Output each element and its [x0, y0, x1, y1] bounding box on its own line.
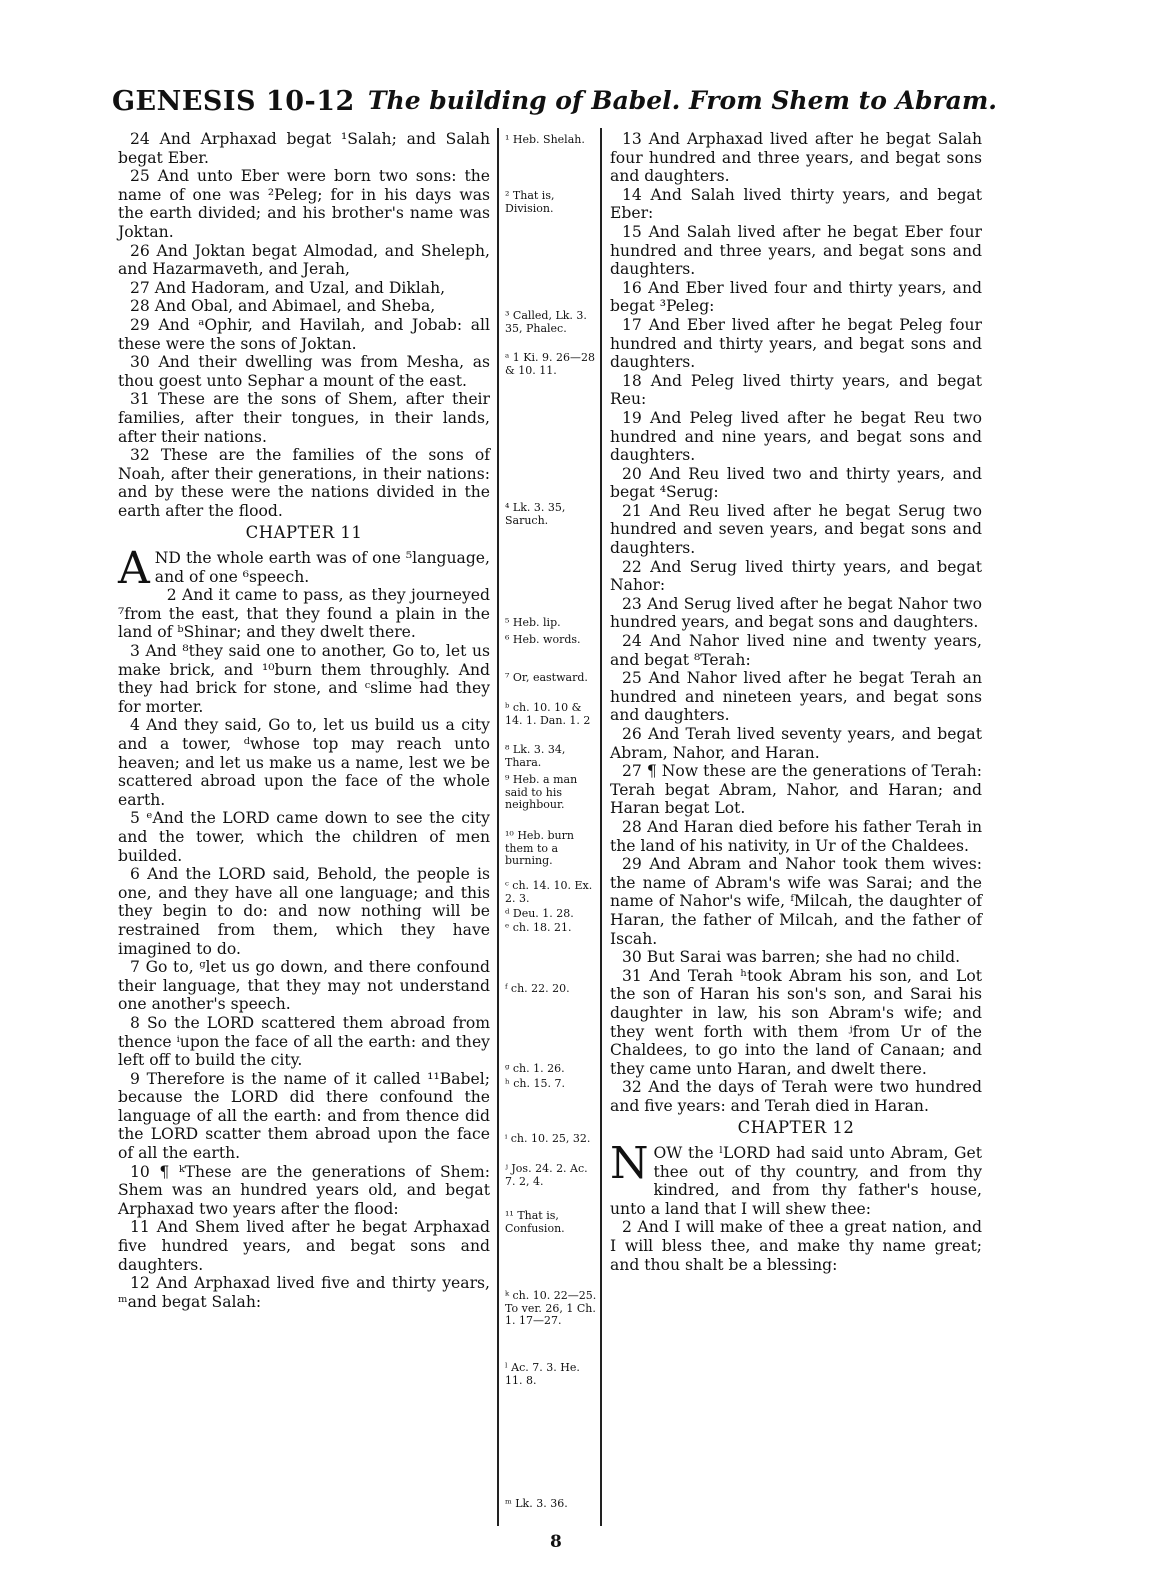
margin-note: ⁱ ch. 10. 25, 32. [505, 1132, 591, 1145]
verse-10-27: 27 And Hadoram, and Uzal, and Diklah, [130, 278, 446, 297]
verse-10-26: 26 And Joktan begat Almodad, and Sheleph, and Hazarmaveth, and Jerah, [118, 241, 490, 279]
running-header-topic: The building of Babel. From Shem to Abram. [367, 86, 997, 115]
running-header-book: GENESIS 10-12 [112, 86, 355, 117]
margin-note: ᵃ 1 Ki. 9. 26—28 & 10. 11. [505, 351, 595, 377]
verse-11-27: 27 ¶ Now these are the generations of Terah: Terah begat Abram, Nahor, and Haran; and Haran begat Lot. [610, 762, 982, 818]
verse-11-19: 19 And Peleg lived after he begat Reu two hundred and nine years, and begat sons and daughters. [610, 408, 982, 465]
verse-11-8: 8 So the LORD scattered them abroad from thence ⁱupon the face of all the earth: and they left off to build the city. [118, 1013, 490, 1070]
verse-11-21: 21 And Reu lived after he begat Serug two hundred and seven years, and begat sons and daughters. [610, 501, 982, 558]
margin-note: ᶠ ch. 22. 20. [505, 982, 570, 995]
verse-12-2: 2 And I will make of thee a great nation, and I will bless thee, and make thy name great; and thou shalt be a blessing: [610, 1218, 982, 1274]
chapter-12-heading: CHAPTER 12 [737, 1118, 855, 1138]
verse-11-29: 29 And Abram and Nahor took them wives: the name of Abram's wife was Sarai; and the name of Nahor's wife, ᶠMilcah, the daughter of Haran, the father of Milcah, and the father of Iscah. [610, 855, 982, 948]
margin-note: ˡ Ac. 7. 3. He. 11. 8. [505, 1361, 580, 1387]
margin-note: ᵈ Deu. 1. 28. [505, 907, 574, 920]
verse-11-17: 17 And Eber lived after he begat Peleg four hundred and thirty years, and begat sons and daughters. [610, 315, 982, 372]
verse-11-14: 14 And Salah lived thirty years, and begat Eber: [610, 185, 982, 223]
chapter-11-heading: CHAPTER 11 [245, 523, 363, 543]
dropcap-n: N [610, 1138, 649, 1190]
verse-10-25: 25 And unto Eber were born two sons: the name of one was ²Peleg; for in his days was the earth divided; and his brother's name was Joktan. [118, 167, 490, 241]
verse-10-29: 29 And ᵃOphir, and Havilah, and Jobab: all these were the sons of Joktan. [118, 315, 490, 353]
verse-11-11: 11 And Shem lived after he begat Arphaxad five hundred years, and begat sons and daughters. [118, 1218, 490, 1274]
margin-note: ʲ Jos. 24. 2. Ac. 7. 2, 4. [505, 1162, 588, 1188]
verse-11-15: 15 And Salah lived after he begat Eber four hundred and three years, and begat sons and daughters. [610, 222, 982, 279]
margin-note: ʰ ch. 15. 7. [505, 1077, 565, 1090]
verse-11-20: 20 And Reu lived two and thirty years, and begat ⁴Serug: [610, 464, 982, 502]
margin-note: ᵍ ch. 1. 26. [505, 1062, 565, 1075]
margin-note: ⁴ Lk. 3. 35, Saruch. [505, 501, 566, 527]
verse-11-31: 31 And Terah ʰtook Abram his son, and Lot the son of Haran his son's son, and Sarai his daughter in law, his son Abram's wife; and they went forth with them ʲfrom Ur of the Chaldees, to go into the land of Canaan; and they came unto Haran, and dwelt there. [610, 966, 982, 1078]
margin-note: ¹⁰ Heb. burn them to a burning. [505, 829, 574, 867]
verse-11-12: 12 And Arphaxad lived five and thirty years, ᵐand begat Salah: [118, 1274, 490, 1311]
verse-11-30: 30 But Sarai was barren; she had no child. [622, 948, 961, 967]
margin-note: ³ Called, Lk. 3. 35, Phalec. [505, 309, 587, 335]
verse-10-28: 28 And Obal, and Abimael, and Sheba, [130, 297, 436, 316]
verse-11-25: 25 And Nahor lived after he begat Terah an hundred and nineteen years, and begat sons and daughters. [610, 669, 982, 725]
margin-note: ᵐ Lk. 3. 36. [505, 1497, 568, 1510]
margin-note: ² That is, Division. [505, 189, 555, 215]
verse-11-28: 28 And Haran died before his father Terah in the land of his nativity, in Ur of the Chaldees. [610, 817, 982, 855]
verse-11-26: 26 And Terah lived seventy years, and begat Abram, Nahor, and Haran. [610, 725, 982, 762]
margin-note: ᵉ ch. 18. 21. [505, 921, 572, 934]
verse-11-16: 16 And Eber lived four and thirty years, and begat ³Peleg: [610, 278, 982, 316]
margin-note: ᵇ ch. 10. 10 & 14. 1. Dan. 1. 2 [505, 701, 591, 727]
verse-11-18: 18 And Peleg lived thirty years, and begat Reu: [610, 371, 982, 409]
margin-note: ¹¹ That is, Confusion. [505, 1209, 565, 1235]
verse-11-1 [118, 543, 490, 595]
margin-note: ⁹ Heb. a man said to his neighbour. [505, 773, 578, 811]
verse-10-30: 30 And their dwelling was from Mesha, as thou goest unto Sephar a mount of the east. [118, 353, 490, 390]
verse-11-23: 23 And Serug lived after he begat Nahor two hundred years, and begat sons and daughters. [610, 594, 982, 632]
verse-11-4: 4 And they said, Go to, let us build us a city and a tower, ᵈwhose top may reach unto heaven; and let us make us a name, lest we be scattered abroad upon the face of the whole earth. [118, 716, 490, 809]
verse-12-1-text: OW the ˡLORD had said unto Abram, Get thee out of thy country, and from thy kindred, and from thy father's house, unto a land that I will shew thee: [610, 1144, 982, 1218]
verse-11-1-text: ND the whole earth was of one ⁵language, and of one ⁶speech. [154, 549, 490, 586]
page-number: 8 [550, 1532, 562, 1552]
verse-11-7: 7 Go to, ᵍlet us go down, and there confound their language, that they may not understand one another's speech. [118, 958, 490, 1014]
verse-11-32: 32 And the days of Terah were two hundred and five years: and Terah died in Haran. [610, 1078, 982, 1115]
verse-10-32: 32 These are the families of the sons of Noah, after their generations, in their nations: and by these were the nations divided in the earth after the flood. [118, 446, 490, 520]
verse-11-24: 24 And Nahor lived nine and twenty years, and begat ⁸Terah: [610, 632, 982, 669]
margin-note: ᶜ ch. 14. 10. Ex. 2. 3. [505, 879, 593, 905]
verse-10-24: 24 And Arphaxad begat ¹Salah; and Salah begat Eber. [118, 130, 490, 167]
margin-note: ¹ Heb. Shelah. [505, 133, 585, 146]
margin-note: ⁶ Heb. words. [505, 633, 581, 646]
right-text-column [610, 130, 982, 1274]
dropcap-a: A [118, 543, 150, 595]
verse-10-31: 31 These are the sons of Shem, after their families, after their tongues, in their lands, after their nations. [118, 390, 490, 446]
column-rule-right [600, 128, 602, 1526]
verse-11-3: 3 And ⁸they said one to another, Go to, let us make brick, and ¹⁰burn them throughly. And they had brick for stone, and ᶜslime had they for morter. [118, 642, 490, 716]
margin-note: ⁵ Heb. lip. [505, 616, 561, 629]
margin-note: ⁷ Or, eastward. [505, 671, 588, 684]
verse-11-2: 2 And it came to pass, as they journeyed ⁷from the east, that they found a plain in the land of ᵇShinar; and they dwelt there. [118, 586, 490, 642]
verse-11-6: 6 And the LORD said, Behold, the people is one, and they have all one language; and this they begin to do: and now nothing will be restrained from them, which they have imagined to do. [118, 865, 490, 958]
margin-note: ᵏ ch. 10. 22—25. To ver. 26, 1 Ch. 1. 17—27. [505, 1289, 597, 1327]
verse-12-1 [610, 1138, 982, 1218]
verse-11-22: 22 And Serug lived thirty years, and begat Nahor: [610, 557, 982, 595]
column-rule-left [497, 128, 499, 1526]
margin-note: ⁸ Lk. 3. 34, Thara. [505, 743, 566, 769]
verse-11-13: 13 And Arphaxad lived after he begat Salah four hundred and three years, and begat sons and daughters. [610, 130, 982, 186]
verse-11-9: 9 Therefore is the name of it called ¹¹Babel; because the LORD did there confound the language of all the earth: and from thence did the LORD scatter them abroad upon the face of all the earth. [118, 1069, 490, 1163]
verse-11-5: 5 ᵉAnd the LORD came down to see the city and the tower, which the children of men builded. [118, 809, 490, 865]
verse-11-10: 10 ¶ ᵏThese are the generations of Shem: Shem was an hundred years old, and begat Arphaxad two years after the flood: [118, 1162, 490, 1218]
left-text-column [118, 130, 490, 1311]
